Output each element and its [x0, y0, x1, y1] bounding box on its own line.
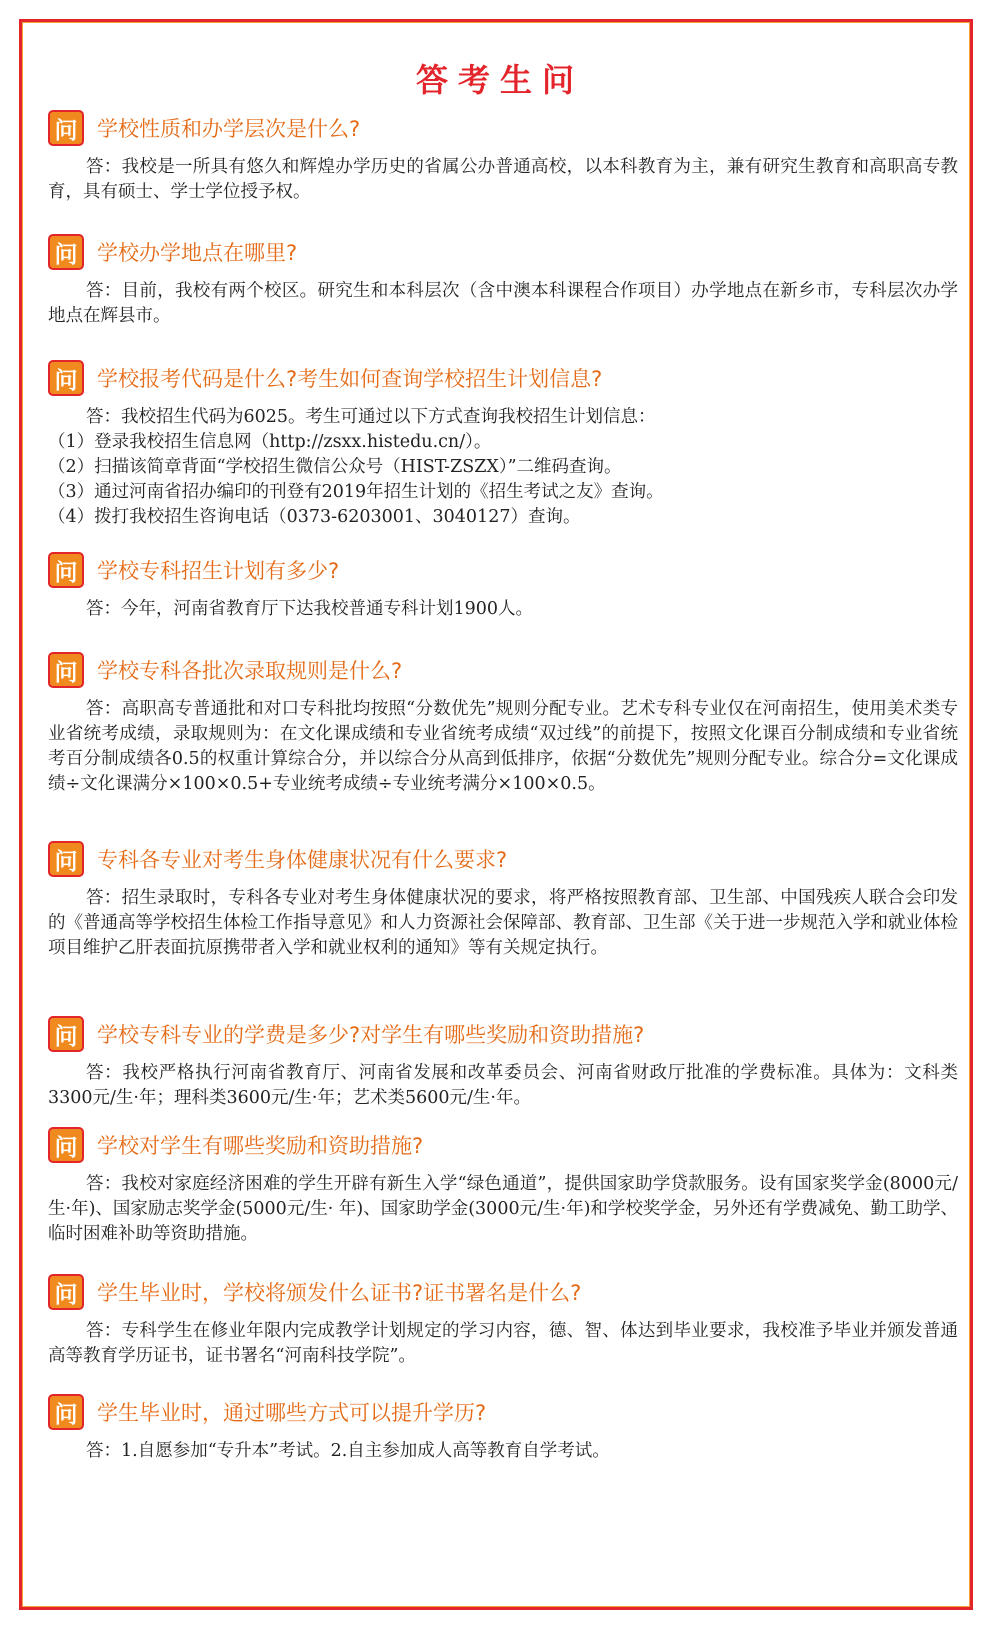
- question-row: [48, 1394, 958, 1430]
- question-row: [48, 552, 958, 588]
- question-row: [48, 652, 958, 688]
- question-text: 专科各专业对考生身体健康状况有什么要求?: [97, 848, 508, 872]
- answer-paragraph: 答：目前，我校有两个校区。研究生和本科层次（含中澳本科课程合作项目）办学地点在新乡市，专科层次办学地点在辉县市。: [48, 281, 958, 326]
- faq-item: [48, 552, 958, 622]
- faq-item: [48, 652, 958, 797]
- faq-item: [48, 1127, 958, 1247]
- answer-text: [48, 886, 958, 961]
- answer-paragraph: 答：高职高专普通批和对口专科批均按照“分数优先”规则分配专业。艺术专科专业仅在河南招生，使用美术类专业省统考成绩，录取规则为：在文化课成绩和专业省统考成绩“双过线”的前提下，按照文化课百分制成绩和专业省统考百分制成绩各0.5的权重计算综合分，并以综合分从高到低排序，依据“分数优先”规则分配专业。综合分=文化课成绩÷文化课满分×100×0.5+专业统考成绩÷专业统考满分×100×0.5。: [48, 699, 958, 794]
- question-badge-icon: 问: [48, 234, 84, 270]
- question-row: [48, 1274, 958, 1310]
- page-title: 答考生问: [415, 61, 584, 99]
- question-text: 学校对学生有哪些奖励和资助措施?: [97, 1134, 424, 1158]
- question-badge-icon: 问: [48, 1127, 84, 1163]
- answer-paragraph: 答：我校对家庭经济困难的学生开辟有新生入学“绿色通道”，提供国家助学贷款服务。设有国家奖学金(8000元/生·年)、国家励志奖学金(5000元/生· 年)、国家助学金(3000元/生·年)和学校奖学金，另外还有学费减免、勤工助学、临时困难补助等资助措施。: [48, 1174, 958, 1244]
- question-badge-icon: 问: [48, 1016, 84, 1052]
- question-row: [48, 110, 958, 146]
- faq-item: [48, 234, 958, 329]
- question-text: 学校专科各批次录取规则是什么?: [97, 659, 403, 683]
- question-badge-icon: 问: [48, 1274, 84, 1310]
- question-badge-icon: 问: [48, 110, 84, 146]
- answer-text: [48, 155, 958, 205]
- answer-text: [48, 697, 958, 797]
- answer-list-item: （4）拨打我校招生咨询电话（0373-6203001、3040127）查询。: [48, 507, 581, 527]
- faq-item: [48, 841, 958, 961]
- question-badge-icon: 问: [48, 652, 84, 688]
- question-row: [48, 1127, 958, 1163]
- question-badge-icon: 问: [48, 360, 84, 396]
- answer-text: [48, 405, 958, 530]
- question-text: 学校专科专业的学费是多少?对学生有哪些奖励和资助措施?: [97, 1023, 645, 1047]
- question-badge-icon: 问: [48, 1394, 84, 1430]
- answer-text: [48, 279, 958, 329]
- question-text: 学校性质和办学层次是什么?: [97, 117, 361, 141]
- answer-text: [48, 1172, 958, 1247]
- question-text: 学生毕业时，学校将颁发什么证书?证书署名是什么?: [97, 1281, 582, 1305]
- answer-paragraph: 答：我校招生代码为6025。考生可通过以下方式查询我校招生计划信息：: [86, 407, 656, 427]
- answer-paragraph: 答：我校严格执行河南省教育厅、河南省发展和改革委员会、河南省财政厅批准的学费标准。具体为：文科类3300元/生·年；理科类3600元/生·年；艺术类5600元/生·年。: [48, 1063, 958, 1108]
- answer-list-item: （1）登录我校招生信息网（http://zsxx.histedu.cn/）。: [48, 432, 492, 452]
- faq-item: [48, 110, 958, 205]
- answer-paragraph: 答：1.自愿参加“专升本”考试。2.自主参加成人高等教育自学考试。: [86, 1441, 610, 1461]
- answer-text: [48, 1319, 958, 1369]
- question-badge-icon: 问: [48, 552, 84, 588]
- answer-list-item: （3）通过河南省招办编印的刊登有2019年招生计划的《招生考试之友》查询。: [48, 482, 664, 502]
- question-row: [48, 841, 958, 877]
- question-text: 学校办学地点在哪里?: [97, 241, 298, 265]
- answer-text: [48, 1439, 958, 1464]
- answer-text: [48, 597, 958, 622]
- answer-list-item: （2）扫描该简章背面“学校招生微信公众号（HIST-ZSZX）”二维码查询。: [48, 457, 622, 477]
- faq-item: [48, 1394, 958, 1464]
- question-text: 学校报考代码是什么?考生如何查询学校招生计划信息?: [97, 367, 603, 391]
- answer-paragraph: 答：今年，河南省教育厅下达我校普通专科计划1900人。: [86, 599, 534, 619]
- faq-item: [48, 1016, 958, 1111]
- answer-paragraph: 答：我校是一所具有悠久和辉煌办学历史的省属公办普通高校，以本科教育为主，兼有研究生教育和高职高专教育，具有硕士、学士学位授予权。: [48, 157, 958, 202]
- question-row: [48, 360, 958, 396]
- answer-paragraph: 答：招生录取时，专科各专业对考生身体健康状况的要求，将严格按照教育部、卫生部、中国残疾人联合会印发的《普通高等学校招生体检工作指导意见》和人力资源社会保障部、教育部、卫生部《关于进一步规范入学和就业体检项目维护乙肝表面抗原携带者入学和就业权利的通知》等有关规定执行。: [48, 888, 958, 958]
- question-badge-icon: 问: [48, 841, 84, 877]
- question-row: [48, 1016, 958, 1052]
- question-row: [48, 234, 958, 270]
- faq-item: [48, 1274, 958, 1369]
- answer-text: [48, 1061, 958, 1111]
- question-text: 学校专科招生计划有多少?: [97, 559, 340, 583]
- question-text: 学生毕业时，通过哪些方式可以提升学历?: [97, 1401, 487, 1425]
- answer-paragraph: 答：专科学生在修业年限内完成教学计划规定的学习内容，德、智、体达到毕业要求，我校准予毕业并颁发普通高等教育学历证书，证书署名“河南科技学院”。: [48, 1321, 958, 1366]
- faq-item: [48, 360, 958, 530]
